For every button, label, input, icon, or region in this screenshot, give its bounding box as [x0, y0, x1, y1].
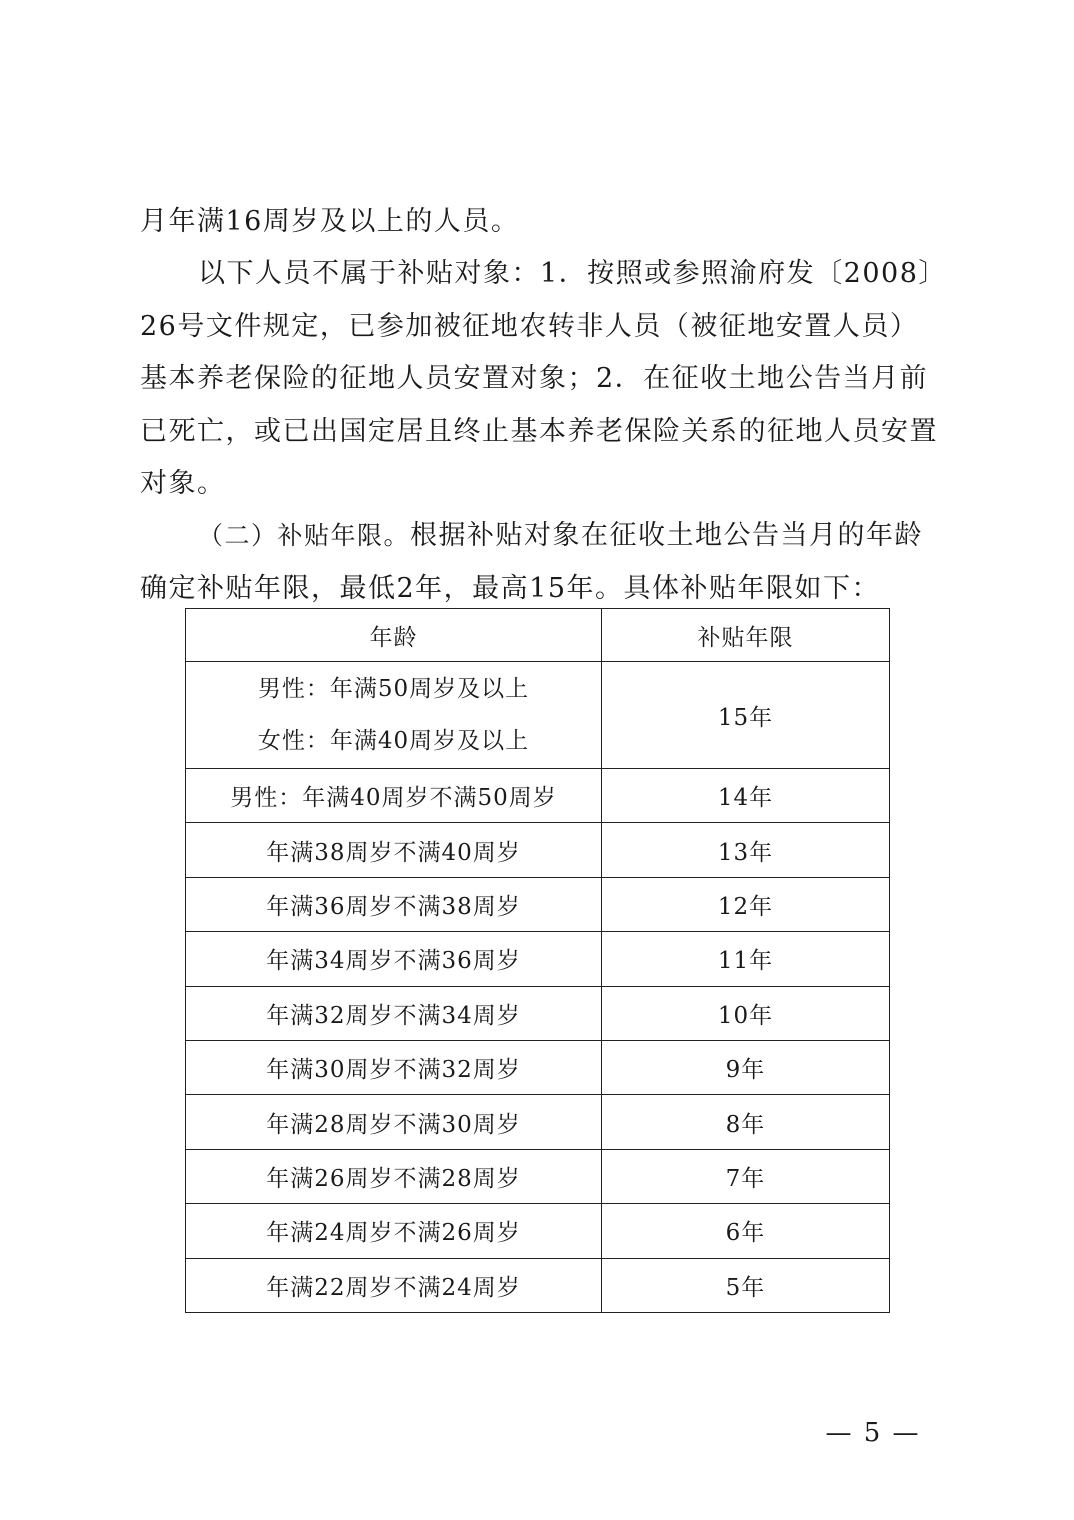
- table-row: [186, 769, 890, 823]
- years-cell: 10年: [602, 986, 890, 1040]
- years-cell: 8年: [602, 1095, 890, 1149]
- table-row: [186, 1258, 890, 1312]
- section-heading: （二）补贴年限。: [198, 521, 411, 550]
- age-cell: 年满28周岁不满30周岁: [186, 1095, 602, 1149]
- table-row: [186, 1095, 890, 1149]
- age-cell: 年满26周岁不满28周岁: [186, 1149, 602, 1203]
- years-cell: 13年: [602, 823, 890, 877]
- table-row: [186, 932, 890, 986]
- table-row: [186, 1204, 890, 1258]
- table-row: [186, 986, 890, 1040]
- years-cell: 11年: [602, 932, 890, 986]
- paragraph-exclusions: 以下人员不属于补贴对象：1．按照或参照渝府发〔2008〕26号文件规定，已参加被征地农转非人员（被征地安置人员）基本养老保险的征地人员安置对象；2．在征收土地公告当月前已死亡，或已出国定居且终止基本养老保险关系的征地人员安置对象。: [140, 258, 938, 500]
- age-line-female: 女性：年满40周岁及以上: [257, 728, 530, 754]
- table-row: [186, 1040, 890, 1094]
- age-cell: 男性：年满40周岁不满50周岁: [186, 769, 602, 823]
- years-cell: 6年: [602, 1204, 890, 1258]
- age-line-male: 男性：年满50周岁及以上: [257, 676, 530, 702]
- table-row: [186, 1149, 890, 1203]
- age-cell: 年满32周岁不满34周岁: [186, 986, 602, 1040]
- header-years: 补贴年限: [602, 609, 890, 662]
- section-body: 根据补贴对象在征收土地公告当月的年龄确定补贴年限，最低2年，最高15年。具体补贴年限如下：: [140, 520, 924, 604]
- age-cell: 年满22周岁不满24周岁: [186, 1258, 602, 1312]
- table-header-row: [186, 609, 890, 662]
- page-number: — 5 —: [825, 1418, 921, 1448]
- years-cell: 5年: [602, 1258, 890, 1312]
- subsidy-years-table: [185, 608, 890, 1313]
- years-cell: 15年: [602, 662, 890, 769]
- age-cell: 年满38周岁不满40周岁: [186, 823, 602, 877]
- age-cell: 年满30周岁不满32周岁: [186, 1040, 602, 1094]
- years-cell: 7年: [602, 1149, 890, 1203]
- age-cell: 年满34周岁不满36周岁: [186, 932, 602, 986]
- table-row: [186, 823, 890, 877]
- years-cell: 14年: [602, 769, 890, 823]
- table-row: [186, 662, 890, 769]
- age-cell: [186, 662, 602, 769]
- paragraph-subsidy-years: [140, 510, 940, 615]
- years-cell: 9年: [602, 1040, 890, 1094]
- age-cell: 年满36周岁不满38周岁: [186, 877, 602, 931]
- age-cell: 年满24周岁不满26周岁: [186, 1204, 602, 1258]
- paragraph-continuation: 月年满16周岁及以上的人员。: [140, 206, 520, 237]
- table-row: [186, 877, 890, 931]
- header-age: 年龄: [186, 609, 602, 662]
- years-cell: 12年: [602, 877, 890, 931]
